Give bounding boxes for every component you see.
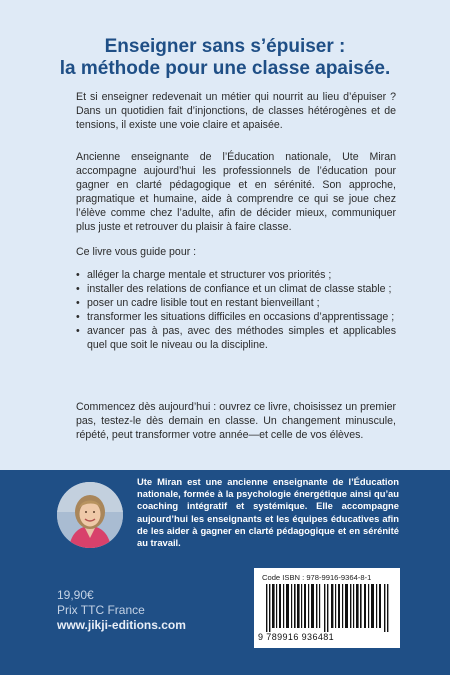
cover-title	[20, 36, 430, 80]
list-item: • installer des relations de confiance et un climat de classe stable ;	[76, 283, 392, 295]
price-note: Prix TTC France	[57, 603, 145, 617]
author-bio: Ute Miran est une ancienne enseignante de l’Éducation nationale, formée à la psychologie énergétique ainsi qu’au coaching intégratif et systémique. Elle accompagne aujourd’hui les enseignants et les équipes éducatives afin de les aider à gagner en clarté pédagogique et en sérénité au travail.	[137, 476, 399, 549]
publisher-website: www.jikji-editions.com	[57, 618, 186, 632]
bullet-icon: •	[76, 283, 80, 295]
list-item: • transformer les situations difficiles en occasions d’apprentissage ;	[76, 311, 395, 323]
author-portrait-icon	[57, 482, 123, 548]
barcode-box	[254, 568, 400, 648]
list-item: • alléger la charge mentale et structurer vos priorités ;	[76, 269, 332, 281]
isbn-label: Code ISBN : 978-9916-9364-8-1	[262, 573, 372, 582]
guide-lead-in: Ce livre vous guide pour :	[76, 246, 197, 258]
barcode-icon	[266, 584, 390, 632]
bullet-icon: •	[76, 297, 80, 309]
intro-paragraph: Et si enseigner redevenait un métier qui nourrit au lieu d’épuiser ? Dans un quotidien fait d’injonctions, de classes hétérogènes et de tensions, il existe une voie claire et apaisée.	[76, 91, 396, 131]
author-photo	[57, 482, 123, 548]
title-line-1: Enseigner sans s’épuiser :	[104, 36, 346, 57]
barcode-digits: 9 789916 936481	[258, 632, 335, 642]
list-item: • poser un cadre lisible tout en restant bienveillant ;	[76, 297, 320, 309]
title-line-2: la méthode pour une classe apaisée.	[59, 58, 391, 79]
bullet-icon: •	[76, 269, 80, 281]
bullet-icon: •	[76, 311, 80, 323]
author-paragraph: Ancienne enseignante de l’Éducation nationale, Ute Miran accompagne aujourd’hui les professionnels de l’éducation pour gagner en clarté pédagogique et en sérénité. Son approche, pragmatique et humaine, aide à comprendre ce qui se joue chez l’élève comme chez l’adulte, afin de décider mieux, communiquer plus juste et retrouver du plaisir à faire classe.	[76, 151, 396, 233]
list-item: • avancer pas à pas, avec des méthodes simples et applicables quel que soit le niveau ou la discipline.	[76, 325, 396, 351]
benefit-list	[76, 268, 396, 352]
price-block	[57, 588, 217, 633]
call-to-action-paragraph: Commencez dès aujourd’hui : ouvrez ce livre, choisissez un premier pas, testez-le dès demain en classe. Un changement minuscule, répété, peut transformer votre année—et celle de vos élèves.	[76, 401, 396, 441]
price: 19,90€	[57, 588, 94, 602]
bullet-icon: •	[76, 325, 80, 337]
